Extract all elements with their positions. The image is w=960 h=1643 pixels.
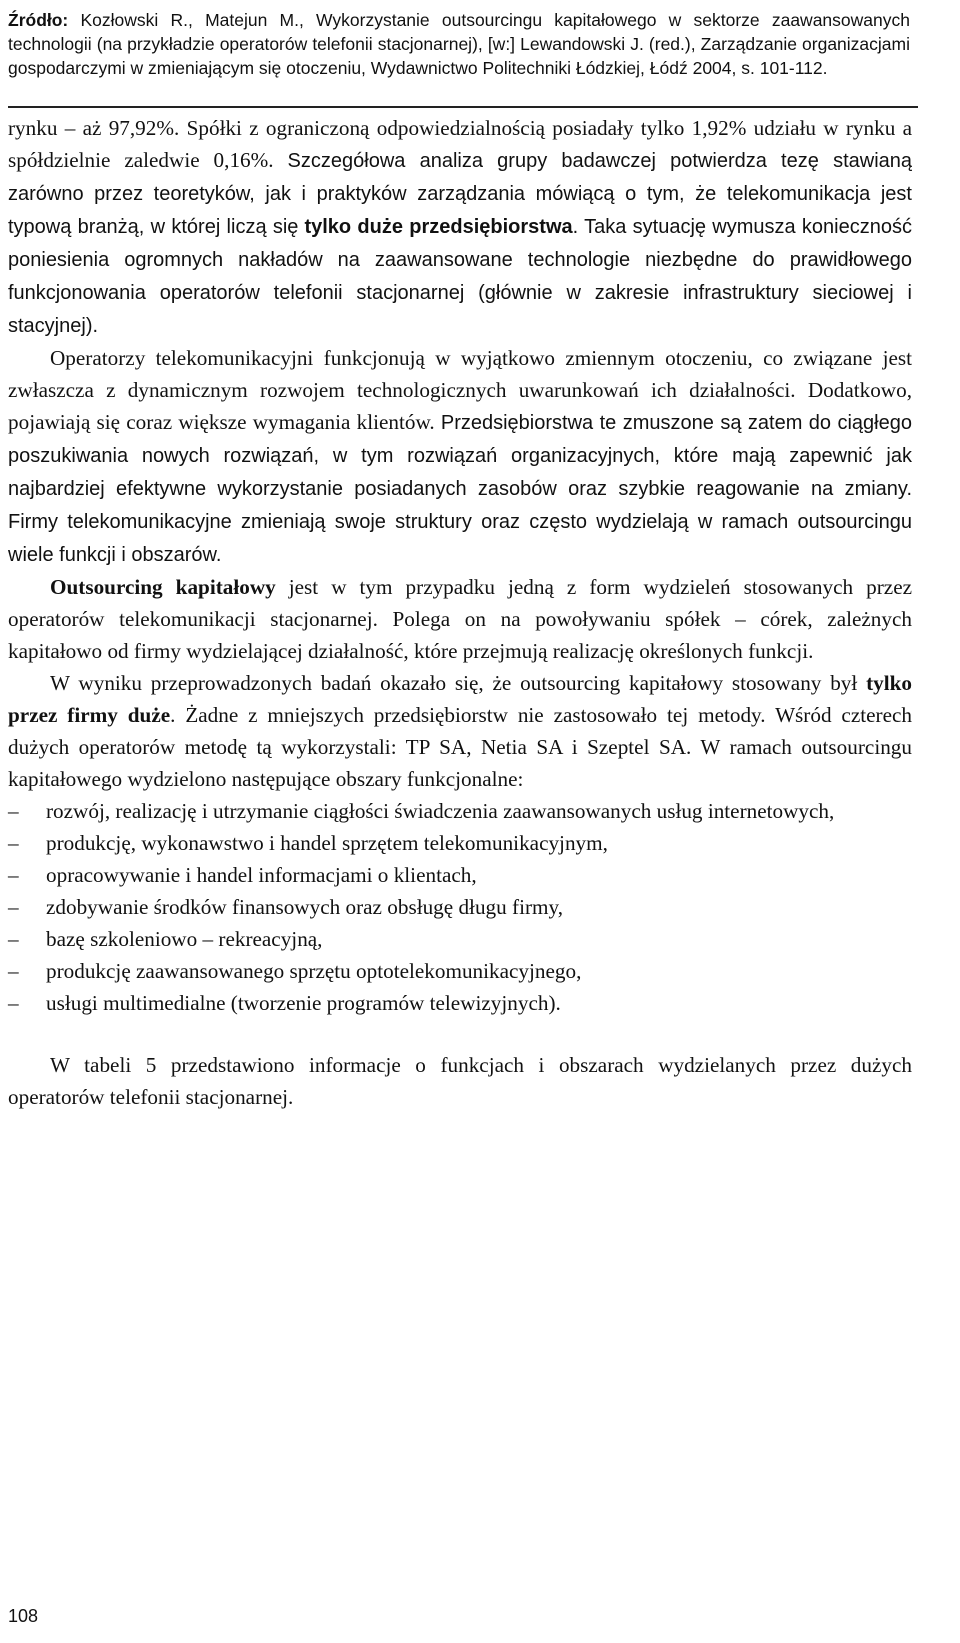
source-text: Kozłowski R., Matejun M., Wykorzystanie outsourcingu kapitałowego w sektorze zaawansowanych technologii (na przykładzie operatorów telefonii stacjonarnej), [w:] Lewandowski J. (red.), Zarządzanie organizacjami gospodarczymi w zmieniającym się otoczeniu, Wydawnictwo Politechniki Łódzkiej, Łódź 2004, s. 101-112.	[8, 10, 910, 78]
list-item	[8, 987, 912, 1019]
source-citation	[8, 8, 910, 80]
list-item	[8, 955, 912, 987]
list-item-text: rozwój, realizację i utrzymanie ciągłości świadczenia zaawansowanych usług internetowych,	[46, 799, 835, 823]
page-number: 108	[8, 1606, 39, 1626]
source-label: Źródło:	[8, 10, 69, 30]
paragraph-1	[8, 112, 912, 342]
paragraph-3-emphasis: Outsourcing kapitałowy	[50, 575, 276, 599]
paragraph-4-part-b: . Żadne z mniejszych przedsiębiorstw nie zastosowało tej metody. Wśród czterech dużych operatorów metodę tą wykorzystali: TP SA, Netia SA i Szeptel SA. W ramach outsourcingu kapitałowego wydzielono następujące obszary funkcjonalne:	[8, 703, 912, 791]
paragraph-3	[8, 571, 912, 667]
dash-marker: –	[8, 959, 19, 983]
paragraph-1-emphasis: tylko duże przedsiębiorstwa	[304, 216, 573, 238]
paragraph-2-part-b: Przedsiębiorstwa te zmuszone są zatem do ciągłego poszukiwania nowych rozwiązań, w tym rozwiązań organizacyjnych, które mają zapewnić jak najbardziej efektywne wykorzystanie posiadanych zasobów oraz szybkie reagowanie na zmiany. Firmy telekomunikacyjne zmieniają swoje struktury oraz często wydzielają w ramach outsourcingu wiele funkcji i obszarów.	[8, 412, 912, 566]
dash-marker: –	[8, 863, 19, 887]
list-item	[8, 859, 912, 891]
list-item-text: zdobywanie środków finansowych oraz obsługę długu firmy,	[46, 895, 564, 919]
paragraph-5: W tabeli 5 przedstawiono informacje o funkcjach i obszarach wydzielanych przez dużych operatorów telefonii stacjonarnej.	[8, 1053, 912, 1109]
list-item-text: produkcję, wykonawstwo i handel sprzętem telekomunikacyjnym,	[46, 831, 608, 855]
functional-areas-list	[8, 795, 912, 1019]
dash-marker: –	[8, 927, 19, 951]
paragraph-1-part-a: rynku – aż 97,92%. Spółki z ograniczoną odpowiedzialnością posiadały tylko 1,92% udziału w rynku a spółdzielnie zaledwie 0,16%.	[8, 116, 912, 172]
header-divider	[8, 106, 918, 108]
list-item	[8, 827, 912, 859]
paragraph-2-part-a: Operatorzy telekomunikacyjni funkcjonują w wyjątkowo zmiennym otoczeniu, co związane jest zwłaszcza z dynamicznym rozwojem technologicznych uwarunkowań ich działalności. Dodatkowo, pojawiają się coraz większe wymagania klientów.	[8, 346, 912, 434]
document-body	[8, 112, 912, 1113]
paragraph-4	[8, 667, 912, 795]
dash-marker: –	[8, 831, 19, 855]
paragraph-1-part-c: . Taka sytuację wymusza konieczność poniesienia ogromnych nakładów na zaawansowane technologie niezbędne do prawidłowego funkcjonowania operatorów telefonii stacjonarnej (głównie w zakresie infrastruktury sieciowej i stacyjnej).	[8, 216, 912, 337]
paragraph-1-part-b: Szczegółowa analiza grupy badawczej potwierdza tezę stawianą zarówno przez teoretyków, jak i praktyków zarządzania mówiącą o tym, że telekomunikacja jest typową branżą, w której liczą się	[8, 150, 913, 238]
list-item	[8, 891, 912, 923]
list-item	[8, 923, 912, 955]
list-item-text: produkcję zaawansowanego sprzętu optotelekomunikacyjnego,	[46, 959, 582, 983]
list-item	[8, 795, 912, 827]
dash-marker: –	[8, 895, 19, 919]
paragraph-4-emphasis: tylko przez firmy duże	[8, 671, 913, 727]
dash-marker: –	[8, 991, 19, 1015]
list-item-text: bazę szkoleniowo – rekreacyjną,	[46, 927, 323, 951]
list-item-text: opracowywanie i handel informacjami o klientach,	[46, 863, 477, 887]
paragraph-4-part-a: W wyniku przeprowadzonych badań okazało się, że outsourcing kapitałowy stosowany był	[50, 671, 858, 695]
list-item-text: usługi multimedialne (tworzenie programów telewizyjnych).	[46, 991, 561, 1015]
dash-marker: –	[8, 799, 19, 823]
paragraph-2	[8, 342, 912, 571]
paragraph-3-text: jest w tym przypadku jedną z form wydzieleń stosowanych przez operatorów telekomunikacji stacjonarnej. Polega on na powoływaniu spółek – córek, zależnych kapitałowo od firmy wydzielającej działalność, które przejmują realizację określonych funkcji.	[8, 575, 912, 663]
